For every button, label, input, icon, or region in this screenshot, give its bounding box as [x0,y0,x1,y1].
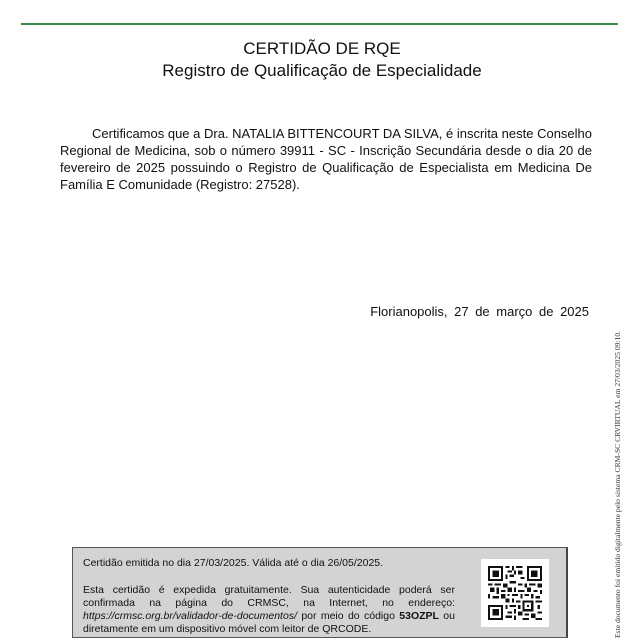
authenticity-text: Esta certidão é expedida gratuitamente. Sua autenticidade poderá ser confirmada na página do CRMSC, na Internet, no endereço: [83,584,455,609]
issue-validity-line: Certidão emitida no dia 27/03/2025. Válida até o dia 26/05/2025. [83,557,384,569]
document-title: CERTIDÃO DE RQE [243,39,401,58]
digital-issuance-note: Este documento foi emitido digitalmente pelo sistema CRM-SC CRVIRTUAL em 27/03/2025 09:10. [613,330,622,638]
place-and-date: Florianopolis, 27 de março de 2025 [370,304,589,319]
qr-code[interactable] [481,559,549,627]
authenticity-paragraph [83,584,455,636]
certification-paragraph: Certificamos que a Dra. NATALIA BITTENCOURT DA SILVA, é inscrita neste Conselho Regional de Medicina, sob o número 39911 - SC - Inscrição Secundária desde o dia 20 de fevereiro de 2025 possuindo o Registro de Qualificação de Especialista em Medicina De Família E Comunidade (Registro: 27528). [60,126,592,192]
validator-link[interactable]: https://crmsc.org.br/validador-de-documentos/ [83,610,297,622]
qrcode-text: ou diretamente em um dispositivo móvel com leitor de QRCODE. [83,610,455,635]
validation-code: 53OZPL [399,610,439,622]
code-intro-text: por meio do código [296,610,400,622]
validation-info-box [72,547,568,638]
qr-code-icon [488,566,542,620]
header-divider [21,23,618,25]
document-subtitle: Registro de Qualificação de Especialidade [162,61,482,80]
